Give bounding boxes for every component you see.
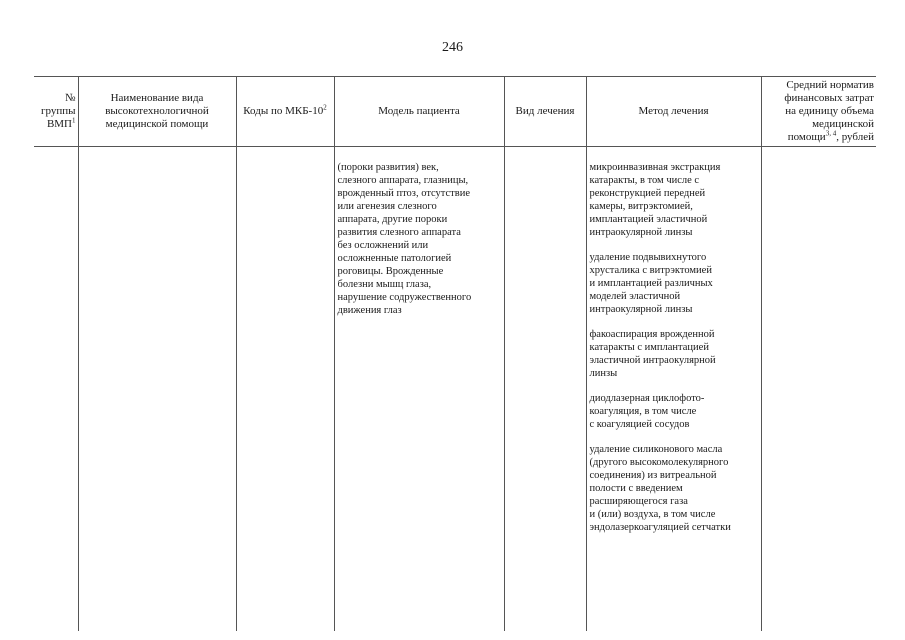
method-item: микроинвазивная экстракция катаракты, в том числе с реконструкцией передней камеры, витрэктомией, имплантацией эластичной интраокулярной линзы (589, 162, 721, 238)
header-name: Наименование вида высокотехнологичной медицинской помощи (78, 77, 236, 147)
cell-norm (761, 147, 876, 632)
method-item: удаление силиконового масла (другого высокомолекулярного соединения) из витреальной полости с введением расширяющегося газа и (или) воздуха, в том числе эндолазеркоагуляцией сетчатки (589, 444, 731, 533)
method-item: диодлазерная циклофото- коагуляция, в том числе с коагуляцией сосудов (589, 393, 705, 430)
header-treatment-type: Вид лечения (504, 77, 586, 147)
header-method: Метод лечения (586, 77, 761, 147)
header-group: № группы ВМП$^1$ (34, 77, 78, 147)
cell-group (34, 147, 78, 632)
cell-name (78, 147, 236, 632)
cell-treatment-type (504, 147, 586, 632)
method-item: факоаспирация врожденной катаракты с имплантацией эластичной интраокулярной линзы (589, 329, 716, 379)
header-model: Модель пациента (334, 77, 504, 147)
method-item: удаление подвывихнутого хрусталика с витрэктомией и имплантацией различных моделей эластичной интраокулярной линзы (589, 252, 713, 315)
page-number: 246 (442, 40, 463, 55)
header-codes: Коды по МКБ-$10^2$ (236, 77, 334, 147)
table-row (34, 147, 876, 632)
cell-codes (236, 147, 334, 632)
services-table (34, 76, 876, 631)
table-header-row (34, 77, 876, 147)
cell-model: (пороки развития) век, слезного аппарата, глазницы, врожденный птоз, отсутствие или агенезия слезного аппарата, другие пороки развития слезного аппарата без осложнений или осложненные патологией роговицы. Врожденные болезни мышц глаза, нарушение содружественного движения глаз (334, 147, 504, 632)
header-norm: Средний норматив финансовых затрат на единицу объема медицинской помощи$^{3, 4}$, рублей (761, 77, 876, 147)
cell-method (586, 147, 761, 632)
